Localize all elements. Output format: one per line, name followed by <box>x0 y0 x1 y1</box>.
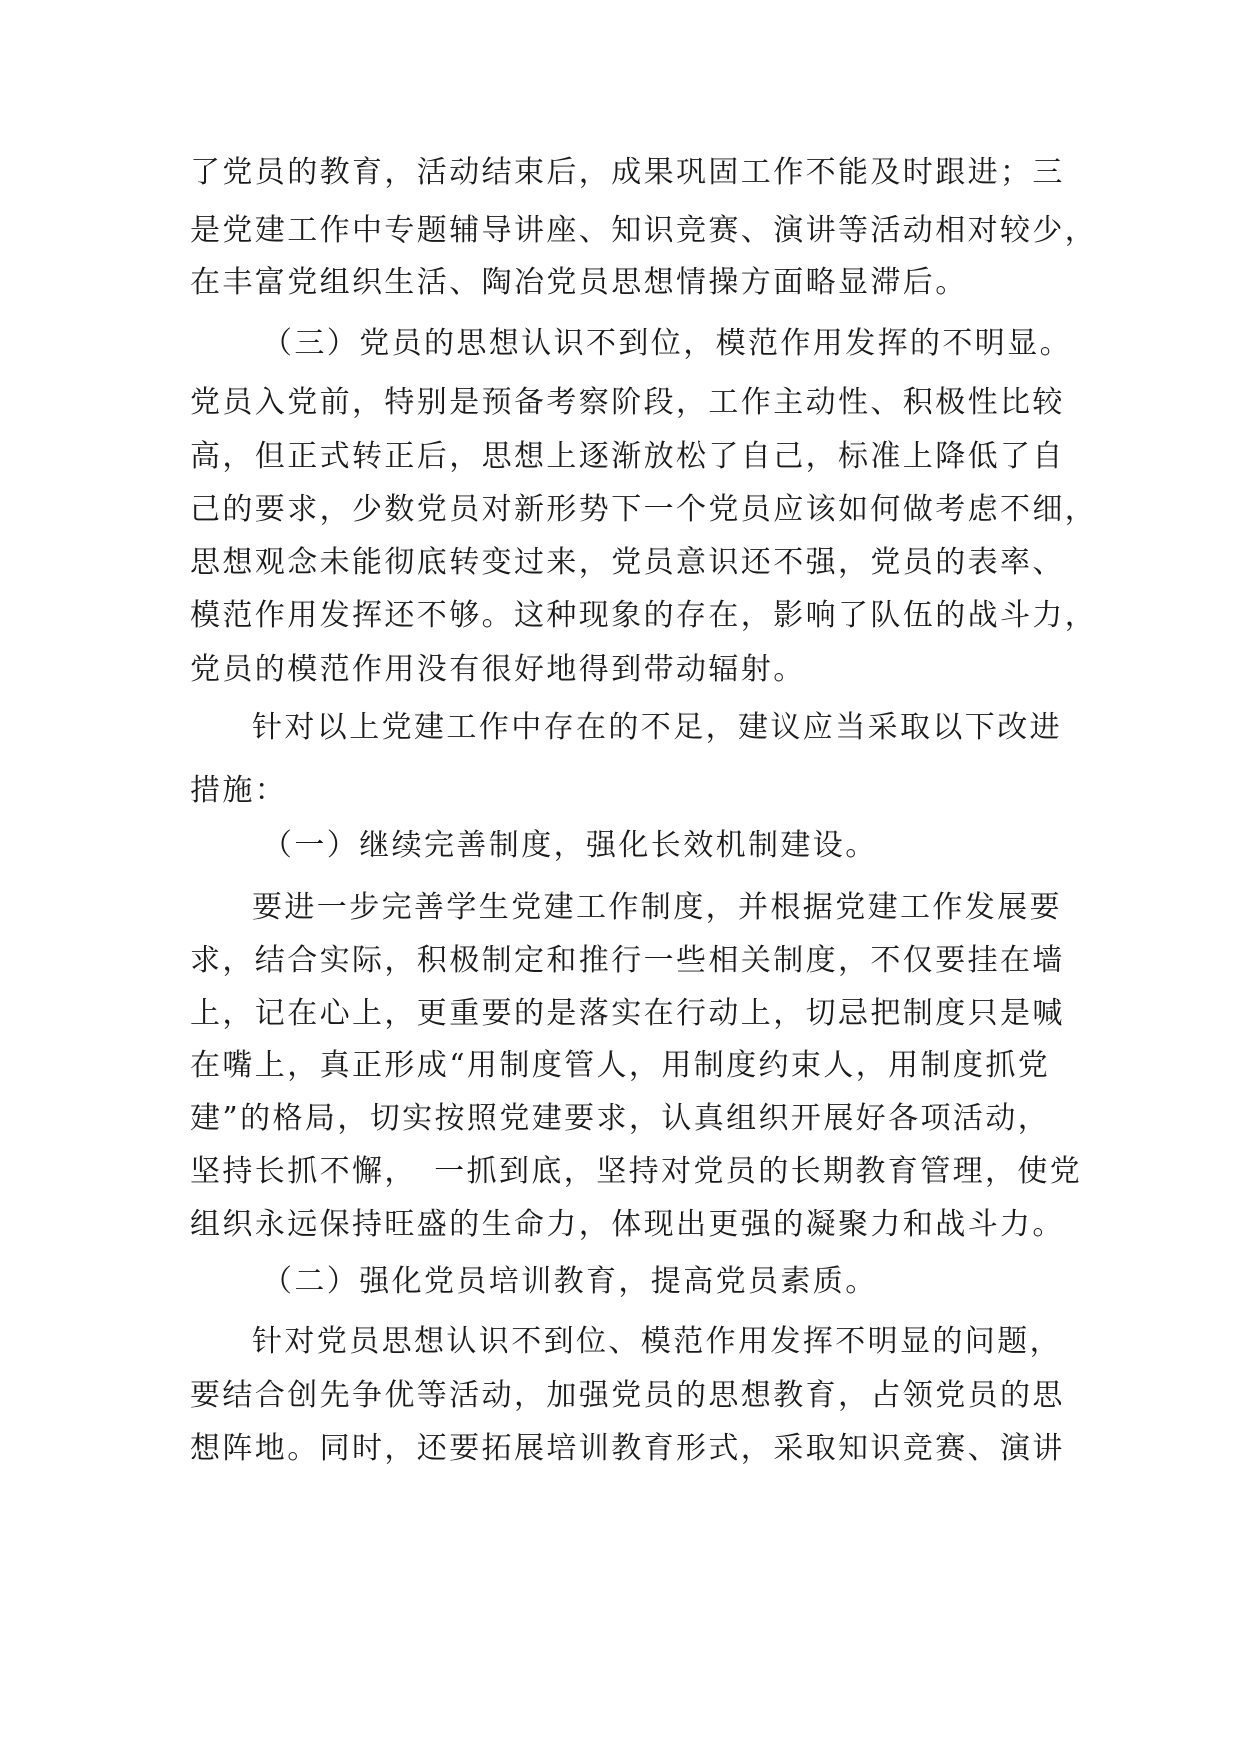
body-text-line: 措施： <box>190 773 288 808</box>
body-text-line: 要进一步完善学生党建工作制度，并根据党建工作发展要 <box>252 890 1062 925</box>
section-heading-1: （一）继续完善制度，强化长效机制建设。 <box>262 828 878 863</box>
body-text-line: 针对以上党建工作中存在的不足，建议应当采取以下改进 <box>252 710 1062 745</box>
body-text-line: 组织永远保持旺盛的生命力，体现出更强的凝聚力和战斗力。 <box>190 1207 1065 1242</box>
body-text-line: 求，结合实际，积极制定和推行一些相关制度，不仅要挂在墙 <box>190 943 1065 978</box>
body-text-line: 党员的模范作用没有很好地得到带动辐射。 <box>190 652 806 687</box>
section-heading-2: （二）强化党员培训教育，提高党员素质。 <box>262 1264 878 1299</box>
body-text-line: 了党员的教育，活动结束后，成果巩固工作不能及时跟进；三 <box>190 155 1065 190</box>
body-text-line: 针对党员思想认识不到位、模范作用发挥不明显的问题， <box>252 1324 1062 1359</box>
body-text-line: 是党建工作中专题辅导讲座、知识竞赛、演讲等活动相对较少， <box>190 213 1098 248</box>
body-text-line: 要结合创先争优等活动，加强党员的思想教育，占领党员的思 <box>190 1378 1065 1413</box>
body-text-line: 在丰富党组织生活、陶冶党员思想情操方面略显滞后。 <box>190 265 968 300</box>
body-text-line: 上，记在心上，更重要的是落实在行动上，切忌把制度只是喊 <box>190 996 1065 1031</box>
body-text-line: 在嘴上，真正形成“用制度管人，用制度约束人，用制度抓党 <box>190 1048 1051 1083</box>
body-text-line: 党员入党前，特别是预备考察阶段，工作主动性、积极性比较 <box>190 385 1065 420</box>
body-text-line: 想阵地。同时，还要拓展培训教育形式，采取知识竞赛、演讲 <box>190 1431 1065 1466</box>
body-text-line: 模范作用发挥还不够。这种现象的存在，影响了队伍的战斗力， <box>190 598 1098 633</box>
body-text-line: 坚持长抓不懈， 一抓到底，坚持对党员的长期教育管理，使党 <box>190 1154 1083 1189</box>
body-text-line: 建”的格局，切实按照党建要求，认真组织开展好各项活动， <box>190 1101 1051 1136</box>
section-heading-3: （三）党员的思想认识不到位，模范作用发挥的不明显。 <box>262 326 1072 361</box>
body-text-line: 己的要求，少数党员对新形势下一个党员应该如何做考虑不细， <box>190 492 1098 527</box>
body-text-line: 高，但正式转正后，思想上逐渐放松了自己，标准上降低了自 <box>190 439 1065 474</box>
body-text-line: 思想观念未能彻底转变过来，党员意识还不强，党员的表率、 <box>190 545 1065 580</box>
